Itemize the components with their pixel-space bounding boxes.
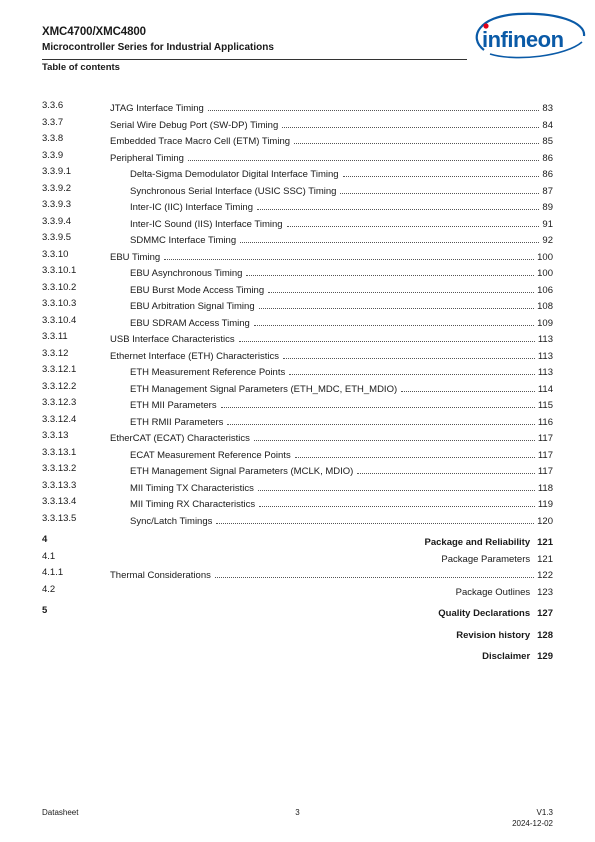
toc-page-number[interactable]: 109 — [537, 317, 553, 329]
footer-date: 2024-12-02 — [512, 819, 553, 828]
toc-section-number: 3.3.10.2 — [42, 281, 77, 293]
toc-page-number[interactable]: 86 — [542, 169, 553, 180]
toc-title-link[interactable]: Package and Reliability — [424, 537, 531, 548]
toc-entry — [482, 646, 553, 666]
toc-section-number: 3.3.12.1 — [42, 364, 77, 375]
toc-title-link[interactable]: Sync/Latch Timings — [130, 515, 213, 527]
document-title: XMC4700/XMC4800 — [42, 26, 146, 38]
toc-row[interactable] — [42, 412, 553, 429]
toc-title-link[interactable]: MII Timing TX Characteristics — [130, 482, 254, 494]
toc-title-link[interactable]: SDMMC Interface Timing — [130, 235, 237, 246]
toc-section-number: 4.1 — [42, 550, 56, 562]
toc-row[interactable] — [42, 625, 553, 642]
toc-page-number[interactable]: 115 — [537, 400, 553, 411]
toc-title-link[interactable]: EBU Timing — [110, 251, 161, 263]
logo-wordmark: infineon — [482, 27, 564, 52]
toc-page-number[interactable]: 118 — [537, 482, 553, 494]
toc-page-number[interactable]: 106 — [537, 284, 553, 296]
toc-entry — [130, 511, 553, 531]
toc-page-number[interactable]: 87 — [542, 185, 553, 197]
toc-row[interactable] — [42, 395, 553, 412]
toc-title-link[interactable]: Quality Declarations — [438, 608, 531, 619]
toc-row[interactable] — [42, 313, 553, 330]
toc-page-number[interactable]: 116 — [537, 416, 553, 428]
toc-entry — [456, 625, 553, 645]
toc-section-number: 3.3.12.2 — [42, 380, 77, 392]
header-divider — [42, 59, 467, 60]
toc-dot-leader — [239, 329, 535, 342]
toc-section-number: 3.3.12.3 — [42, 397, 77, 408]
toc-row[interactable] — [42, 461, 553, 478]
toc-section-number: 3.3.13.3 — [42, 479, 77, 491]
toc-section-number: 3.3.13.4 — [42, 496, 77, 507]
toc-dot-leader — [340, 181, 539, 194]
toc-row[interactable] — [42, 214, 553, 231]
toc-title-link[interactable]: EBU Arbitration Signal Timing — [130, 301, 255, 312]
toc-row[interactable] — [42, 131, 553, 148]
toc-title-link[interactable]: Serial Wire Debug Port (SW-DP) Timing — [110, 119, 279, 131]
toc-page-number[interactable]: 92 — [542, 235, 553, 246]
toc-title-link[interactable]: ETH RMII Parameters — [130, 416, 224, 428]
toc-page-number[interactable]: 85 — [542, 136, 553, 147]
toc-section-number: 3.3.9.3 — [42, 199, 72, 210]
toc-dot-leader — [282, 115, 539, 128]
toc-page-number[interactable]: 83 — [542, 103, 553, 114]
toc-page-number[interactable]: 119 — [537, 499, 553, 510]
footer-doc-type: Datasheet — [42, 808, 79, 817]
toc-row[interactable] — [42, 280, 553, 297]
toc-title-link[interactable]: ETH Management Signal Parameters (MCLK, MDIO) — [130, 466, 354, 477]
toc-row[interactable] — [42, 296, 553, 313]
toc-title-link[interactable]: Delta-Sigma Demodulator Digital Interface Timing — [130, 169, 339, 180]
toc-title-link[interactable]: ETH Management Signal Parameters (ETH_MDC, ETH_MDIO) — [130, 383, 398, 395]
toc-section-number: 3.3.6 — [42, 100, 64, 111]
toc-section-number: 3.3.9.5 — [42, 232, 72, 243]
toc-section-number: 3.3.9.4 — [42, 215, 72, 227]
toc-row[interactable] — [42, 346, 553, 363]
toc-page-number[interactable]: 100 — [537, 251, 553, 263]
toc-section-number: 3.3.10 — [42, 248, 69, 260]
toc-row[interactable] — [42, 582, 553, 599]
toc-row[interactable] — [42, 511, 553, 528]
toc-dot-leader — [357, 461, 535, 474]
toc-title-link[interactable]: Revision history — [456, 629, 531, 641]
toc-title-link[interactable]: Inter-IC (IIC) Interface Timing — [130, 202, 254, 213]
table-of-contents — [42, 98, 553, 663]
toc-title-link[interactable]: EtherCAT (ECAT) Characteristics — [110, 433, 250, 444]
toc-page-number[interactable]: 84 — [542, 119, 553, 131]
toc-page-number[interactable]: 113 — [537, 350, 553, 362]
toc-row[interactable] — [42, 565, 553, 582]
toc-dot-leader — [240, 230, 539, 243]
toc-section-number: 3.3.13.2 — [42, 463, 77, 474]
toc-title-link[interactable]: Disclaimer — [482, 651, 531, 662]
toc-page-number[interactable]: 114 — [537, 383, 553, 395]
toc-row[interactable] — [42, 362, 553, 379]
toc-row[interactable] — [42, 329, 553, 346]
toc-page-number[interactable]: 113 — [537, 334, 553, 345]
toc-dot-leader — [188, 148, 540, 161]
toc-entry — [438, 603, 553, 623]
toc-row[interactable] — [42, 115, 553, 132]
toc-page-number[interactable]: 108 — [537, 301, 553, 312]
toc-page-number[interactable]: 117 — [537, 466, 553, 477]
toc-title-link[interactable]: Package Outlines — [455, 586, 531, 598]
toc-title-link[interactable]: Thermal Considerations — [110, 570, 211, 581]
toc-page-number[interactable]: 122 — [537, 570, 553, 581]
toc-dot-leader — [283, 346, 535, 359]
toc-title-link[interactable]: USB Interface Characteristics — [110, 334, 235, 345]
toc-dot-leader — [259, 296, 535, 309]
toc-page-number[interactable]: 86 — [542, 152, 553, 164]
toc-row[interactable] — [42, 148, 553, 165]
toc-title-link[interactable]: Embedded Trace Macro Cell (ETM) Timing — [110, 136, 291, 147]
toc-section-number: 3.3.7 — [42, 116, 64, 128]
toc-title-link[interactable]: Ethernet Interface (ETH) Characteristics — [110, 350, 279, 362]
toc-page-number[interactable]: 89 — [542, 202, 553, 213]
toc-section-number: 3.3.13.1 — [42, 446, 77, 458]
toc-dot-leader — [216, 511, 534, 524]
toc-title-link[interactable]: Peripheral Timing — [110, 152, 184, 164]
toc-row[interactable] — [42, 197, 553, 214]
footer-page-number: 3 — [295, 808, 300, 817]
toc-row[interactable] — [42, 263, 553, 280]
page-header — [42, 24, 467, 55]
toc-page-number[interactable]: 128 — [537, 629, 553, 641]
section-label: Table of contents — [42, 62, 120, 73]
toc-page-number[interactable]: 113 — [537, 367, 553, 378]
toc-section-number: 5 — [42, 605, 48, 616]
toc-dot-leader — [254, 428, 535, 441]
toc-page-number[interactable]: 127 — [537, 608, 553, 619]
toc-section-number: 3.3.10.1 — [42, 265, 77, 276]
document-subtitle: Microcontroller Series for Industrial Applications — [42, 42, 274, 53]
toc-dot-leader — [215, 565, 534, 578]
toc-page-number[interactable]: 117 — [537, 433, 553, 444]
toc-row[interactable] — [42, 494, 553, 511]
toc-title-link[interactable]: Synchronous Serial Interface (USIC SSC) Timing — [130, 185, 337, 197]
toc-dot-leader — [295, 445, 535, 458]
toc-title-link[interactable]: ETH Measurement Reference Points — [130, 367, 286, 378]
toc-section-number: 3.3.9 — [42, 149, 64, 161]
toc-title-link[interactable]: Package Parameters — [441, 553, 531, 565]
toc-dot-leader — [259, 494, 535, 507]
toc-section-number: 3.3.8 — [42, 133, 64, 144]
toc-page-number[interactable]: 121 — [537, 553, 553, 565]
toc-dot-leader — [343, 164, 540, 177]
toc-dot-leader — [401, 379, 535, 392]
toc-title-link[interactable]: ECAT Measurement Reference Points — [130, 449, 291, 461]
footer-version: V1.3 — [536, 808, 553, 817]
toc-row[interactable] — [42, 532, 553, 549]
toc-section-number: 3.3.10.3 — [42, 298, 77, 309]
toc-dot-leader — [164, 247, 534, 260]
toc-page-number[interactable]: 129 — [537, 651, 553, 662]
toc-dot-leader — [287, 214, 540, 227]
toc-section-number: 3.3.12 — [42, 347, 69, 359]
toc-title-link[interactable]: EBU Asynchronous Timing — [130, 268, 243, 279]
toc-row[interactable] — [42, 98, 553, 115]
toc-section-number: 3.3.10.4 — [42, 314, 77, 326]
footer-version-block — [512, 807, 553, 829]
toc-row[interactable] — [42, 230, 553, 247]
toc-dot-leader — [257, 197, 539, 210]
toc-row[interactable] — [42, 646, 553, 663]
toc-row[interactable] — [42, 603, 553, 620]
toc-page-number[interactable]: 120 — [537, 515, 553, 527]
toc-row[interactable] — [42, 445, 553, 462]
toc-section-number: 3.3.9.2 — [42, 182, 72, 194]
toc-title-link[interactable]: EBU Burst Mode Access Timing — [130, 284, 265, 296]
toc-section-number: 4 — [42, 534, 48, 545]
toc-section-number: 4.2 — [42, 583, 56, 595]
toc-dot-leader — [246, 263, 534, 276]
toc-section-number: 3.3.12.4 — [42, 413, 77, 425]
toc-dot-leader — [294, 131, 539, 144]
toc-dot-leader — [227, 412, 534, 425]
toc-page-number[interactable]: 121 — [537, 537, 553, 548]
toc-title-link[interactable]: ETH MII Parameters — [130, 400, 217, 411]
toc-dot-leader — [268, 280, 534, 293]
toc-page-number[interactable]: 123 — [537, 586, 553, 598]
toc-title-link[interactable]: Inter-IC Sound (IIS) Interface Timing — [130, 218, 283, 230]
toc-dot-leader — [208, 98, 540, 111]
toc-dot-leader — [254, 313, 534, 326]
toc-page-number[interactable]: 91 — [542, 218, 553, 230]
toc-row[interactable] — [42, 164, 553, 181]
toc-row[interactable] — [42, 247, 553, 264]
toc-section-number: 3.3.9.1 — [42, 166, 72, 177]
toc-section-number: 3.3.13 — [42, 430, 69, 441]
toc-title-link[interactable]: MII Timing RX Characteristics — [130, 499, 256, 510]
toc-dot-leader — [221, 395, 535, 408]
toc-entry — [456, 582, 553, 602]
toc-row[interactable] — [42, 549, 553, 566]
toc-title-link[interactable]: EBU SDRAM Access Timing — [130, 317, 250, 329]
toc-row[interactable] — [42, 428, 553, 445]
toc-section-number: 4.1.1 — [42, 567, 64, 578]
toc-page-number[interactable]: 117 — [537, 449, 553, 461]
toc-dot-leader — [289, 362, 535, 375]
toc-section-number: 3.3.11 — [42, 331, 68, 342]
toc-row[interactable] — [42, 379, 553, 396]
infineon-logo — [470, 10, 588, 62]
toc-section-number: 3.3.13.5 — [42, 512, 77, 524]
toc-dot-leader — [258, 478, 535, 491]
toc-row[interactable] — [42, 181, 553, 198]
toc-page-number[interactable]: 100 — [537, 268, 553, 279]
toc-row[interactable] — [42, 478, 553, 495]
toc-title-link[interactable]: JTAG Interface Timing — [110, 103, 204, 114]
